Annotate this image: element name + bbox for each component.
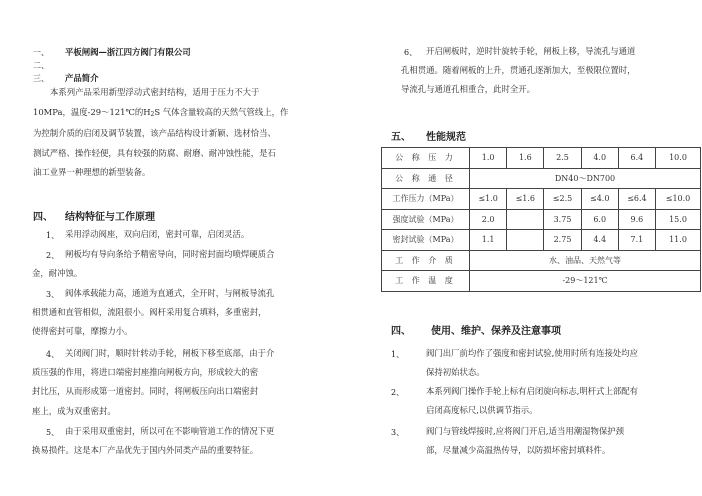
table-cell: ≤6.4 <box>618 189 655 210</box>
table-label: 公 称 通 径 <box>382 168 470 189</box>
table-cell <box>507 209 544 230</box>
list-item <box>32 284 325 342</box>
item-line: 封比压，从而形成第一道密封。同时，将闸板压向出口端密封 <box>32 386 259 397</box>
item-line: 关闭阀门时，顺时针转动手轮，闸板下移至底部，由于介 <box>65 348 275 358</box>
table-cell: ≤1.6 <box>507 189 544 210</box>
table-row <box>382 209 701 230</box>
table-row <box>382 230 701 251</box>
item-line: 保持初始状态。 <box>426 367 485 378</box>
table-cell: ≤10.0 <box>656 189 701 210</box>
intro-text: S 气体含量较高的天然气管线上，作 <box>154 106 289 117</box>
item-line: 部，尽量减少高温热传导，以防损坏密封填料件。 <box>426 445 611 456</box>
list-item <box>32 245 325 283</box>
item-line: 座上，成为双重密封。 <box>32 405 116 416</box>
table-label: 公 称 压 力 <box>382 148 470 169</box>
table-label: 强度试验（MPa） <box>382 209 470 230</box>
item-number: 6、 <box>404 48 418 57</box>
section-3-title: 产品简介 <box>65 73 99 83</box>
table-cell: -29～121℃ <box>470 271 701 292</box>
section-4b-title: 使用、维护、保养及注意事项 <box>431 326 561 337</box>
table-cell: 7.1 <box>618 230 655 251</box>
section-1-number: 一、 <box>33 48 49 57</box>
table-cell: ≤4.0 <box>581 189 618 210</box>
table-row <box>382 189 701 210</box>
list-item <box>65 225 325 244</box>
table-label: 工作压力（MPa） <box>382 189 470 210</box>
item-line: 换易损件。这是本厂产品优先于国内外同类产品的重要特征。 <box>32 445 259 456</box>
intro-line: 为控制介质的启闭及调节装置，该产品结构设计新颖、选材恰当、 <box>33 128 276 138</box>
item-line: 启闭高度标尺,以供调节指示。 <box>426 405 538 416</box>
list-item <box>32 422 330 460</box>
table-cell: 6.0 <box>581 209 618 230</box>
item-line: 阀门与管线焊接时,应将阀门开启,适当用潮湿物保护颈 <box>426 426 624 436</box>
table-cell: 1.1 <box>470 230 507 251</box>
table-cell: 11.0 <box>656 230 701 251</box>
table-cell: 4.4 <box>581 230 618 251</box>
table-cell: DN40～DN700 <box>470 168 701 189</box>
table-cell: 水、油品、天然气等 <box>470 250 701 271</box>
item-line: 孔相贯通。随着闸板的上升，贯通孔逐渐加大，至极限位置时， <box>401 65 636 76</box>
table-row <box>382 168 701 189</box>
table-label: 工 作 温 度 <box>382 271 470 292</box>
section-4-number: 四、 <box>33 212 53 223</box>
list-item <box>426 382 696 420</box>
item-number: 3、 <box>46 290 60 299</box>
table-cell: 4.0 <box>581 148 618 169</box>
table-cell: 9.6 <box>618 209 655 230</box>
item-line: 由于采用双重密封，所以可在不影响管道工作的情况下更 <box>65 426 275 436</box>
table-cell: 2.5 <box>544 148 581 169</box>
intro-text: 10MPa，温度-29～121℃的H <box>33 106 151 117</box>
intro-line: 测试严格、操作轻便，具有较强的防腐、耐磨、耐冲蚀性能，是石 <box>33 147 276 158</box>
intro-line: 本系列产品采用新型浮动式密封结构，适用于压力不大于 <box>50 87 260 97</box>
item-line: 金，耐冲蚀。 <box>32 268 83 279</box>
item-line: 使得密封可靠，摩擦力小。 <box>32 326 133 337</box>
table-cell: 10.0 <box>656 148 701 169</box>
table-cell: 15.0 <box>656 209 701 230</box>
table-cell: 2.75 <box>544 230 581 251</box>
section-5-number: 五、 <box>391 132 411 143</box>
item-number: 1、 <box>46 231 60 240</box>
table-cell: 1.0 <box>470 148 507 169</box>
table-cell: 1.6 <box>507 148 544 169</box>
item-line: 相贯通和直管相似，流阻很小。阀杆采用复合填料，多重密封， <box>32 307 267 318</box>
section-4b-number: 四、 <box>391 326 411 337</box>
table-label: 密封试验（MPa） <box>382 230 470 251</box>
list-item <box>426 422 696 460</box>
item-line: 质压强的作用，将进口端密封座推向闸板方向，形成较大的密 <box>32 367 259 378</box>
item-line: 闸板均有导向条给予精密导向，同时密封面均喷焊硬质合 <box>65 249 275 259</box>
table-cell <box>507 230 544 251</box>
section-2-number: 二、 <box>33 61 49 70</box>
table-row <box>382 148 701 169</box>
item-line: 采用浮动阀座，双向启闭，密封可靠，启闭灵活。 <box>65 229 250 239</box>
list-item <box>426 344 696 382</box>
table-cell: 2.0 <box>470 209 507 230</box>
table-row <box>382 271 701 292</box>
item-line: 开启闸板时，逆时针旋转手轮，闸板上移，导流孔与通道 <box>426 46 636 56</box>
item-number: 2、 <box>46 251 60 260</box>
table-cell: ≤2.5 <box>544 189 581 210</box>
table-row <box>382 250 701 271</box>
section-4-title: 结构特征与工作原理 <box>65 212 155 223</box>
intro-line <box>33 103 318 125</box>
table-label: 工 作 介 质 <box>382 250 470 271</box>
spec-table <box>381 147 701 292</box>
item-line: 阀体承载能力高，通道为直通式，全开时，与闸板导流孔 <box>65 288 275 298</box>
table-cell: 6.4 <box>618 148 655 169</box>
section-5-title: 性能规范 <box>426 132 466 143</box>
list-item <box>401 42 696 100</box>
table-cell: 3.75 <box>544 209 581 230</box>
item-number: 2、 <box>391 388 405 397</box>
item-number: 5、 <box>46 428 60 437</box>
item-line: 本系列阀门操作手轮上标有启闭旋向标志,明杆式上部配有 <box>426 386 639 396</box>
table-cell: ≤1.0 <box>470 189 507 210</box>
item-number: 1、 <box>391 350 405 359</box>
section-1-title: 平板闸阀—浙江四方阀门有限公司 <box>65 47 191 57</box>
item-number: 3、 <box>391 428 405 437</box>
item-number: 4、 <box>46 350 60 359</box>
item-line: 阀门出厂前均作了强度和密封试验,使用时所有连接处均应 <box>426 348 639 358</box>
item-line: 导流孔与通道孔相重合，此时全开。 <box>401 84 535 95</box>
intro-subscript: 2 <box>150 110 155 118</box>
intro-line: 油工业界一种理想的新型装备。 <box>33 167 151 177</box>
intro-paragraph <box>33 83 318 183</box>
section-3-number: 三、 <box>33 74 49 83</box>
list-item <box>32 344 325 421</box>
